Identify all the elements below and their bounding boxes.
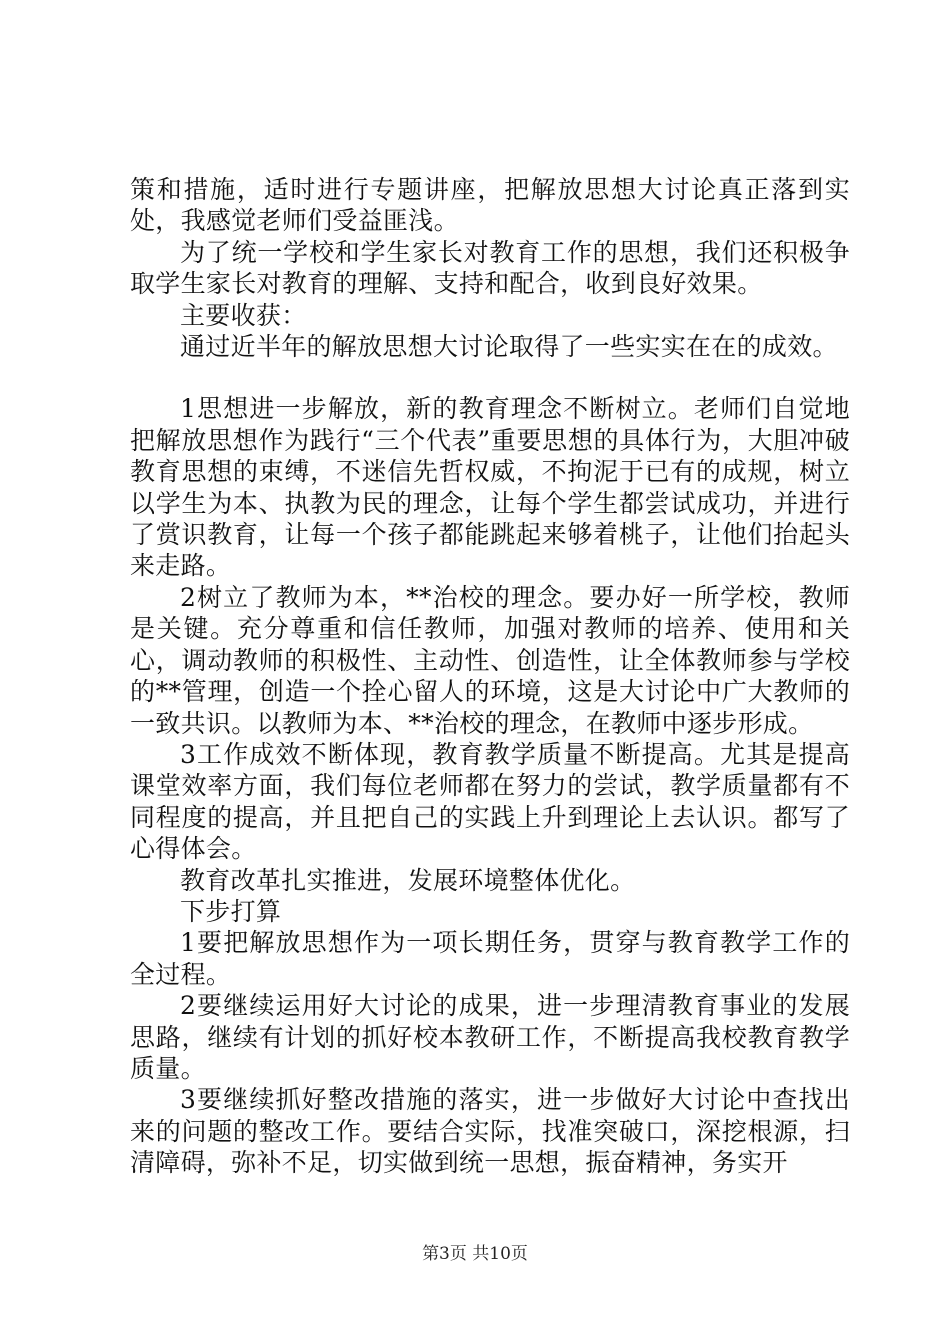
- paragraph-gain-2: 2树立了教师为本，**治校的理念。要办好一所学校，教师是关键。充分尊重和信任教师，加强对教师的培养、使用和关心，调动教师的积极性、主动性、创造性，让全体教师参与学校的**管理，创造一个拴心留人的环境，这是大讨论中广大教师的一致共识。以教师为本、**治校的理念，在教师中逐步形成。: [130, 582, 850, 738]
- page-number-footer: 第3页 共10页: [422, 1244, 528, 1264]
- paragraph-reform: 教育改革扎实推进，发展环境整体优化。: [180, 865, 636, 895]
- paragraph-continuation: 策和措施，适时进行专题讲座，把解放思想大讨论真正落到实处，我感觉老师们受益匪浅。: [130, 175, 850, 236]
- paragraph-gain-1: 1思想进一步解放，新的教育理念不断树立。老师们自觉地把解放思想作为践行“三个代表”重要思想的具体行为，大胆冲破教育思想的束缚，不迷信先哲权威，不拘泥于已有的成规，树立以学生为本、执教为民的理念，让每个学生都尝试成功，并进行了赏识教育，让每一个孩子都能跳起来够着桃子，让他们抬起头来走路。: [130, 394, 850, 581]
- heading-main-gains: 主要收获：: [180, 300, 307, 330]
- paragraph-plan-2: 2要继续运用好大讨论的成果，进一步理清教育事业的发展思路，继续有计划的抓好校本教研工作，不断提高我校教育教学质量。: [130, 991, 850, 1083]
- paragraph-gain-3: 3工作成效不断体现，教育教学质量不断提高。尤其是提高课堂效率方面，我们每位老师都在努力的尝试，教学质量都有不同程度的提高，并且把自己的实践上升到理论上去认识。都写了心得体会。: [130, 739, 850, 864]
- paragraph-gains-intro: 通过近半年的解放思想大讨论取得了一些实实在在的成效。: [180, 332, 838, 362]
- document-body: [130, 174, 850, 1179]
- paragraph-gap: [130, 362, 850, 393]
- heading-next-steps: 下步打算: [180, 896, 282, 926]
- paragraph-parent-support: 为了统一学校和学生家长对教育工作的思想，我们还积极争取学生家长对教育的理解、支持和配合，收到良好效果。: [130, 237, 850, 299]
- paragraph-plan-1: 1要把解放思想作为一项长期任务，贯穿与教育教学工作的全过程。: [130, 928, 850, 989]
- paragraph-plan-3: 3要继续抓好整改措施的落实，进一步做好大讨论中查找出来的问题的整改工作。要结合实际，找准突破口，深挖根源，扫清障碍，弥补不足，切实做到统一思想，振奋精神，务实开: [130, 1085, 850, 1178]
